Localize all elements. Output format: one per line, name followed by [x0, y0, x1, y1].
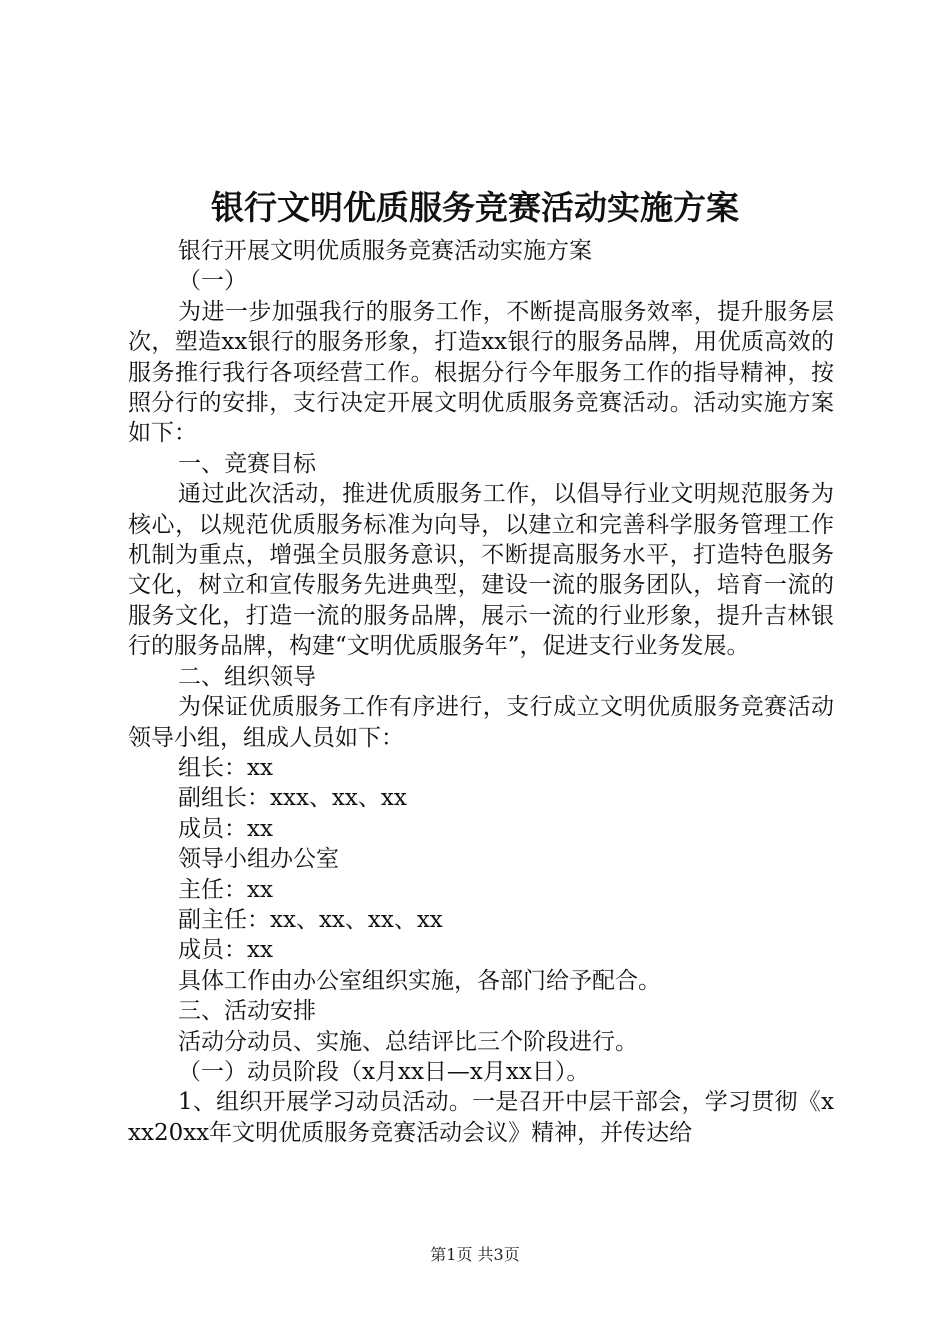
line-office: 领导小组办公室 — [178, 846, 339, 873]
line-office-members: 成员：xx — [178, 937, 273, 964]
heading-competition-goal: 一、竞赛目标 — [178, 450, 316, 477]
paragraph-mobilization-detail: 1、组织开展学习动员活动。一是召开中层干部会，学习贯彻《xxx20xx年文明优质服务竞赛活动会议》精神，并传达给 — [128, 1089, 834, 1146]
paragraph-goal: 通过此次活动，推进优质服务工作，以倡导行业文明规范服务为核心，以规范优质服务标准为向导，以建立和完善科学服务管理工作机制为重点，增强全员服务意识，不断提高服务水平，打造特色服务文化，树立和宣传服务先进典型，建设一流的服务团队，培育一流的服务文化，打造一流的服务品牌，展示一流的行业形象，提升吉林银行的服务品牌，构建“文明优质服务年”，促进支行业务发展。 — [128, 481, 834, 660]
document-body — [128, 236, 834, 1148]
line-mobilization-phase: （一）动员阶段（x月xx日—x月xx日）。 — [178, 1058, 590, 1085]
page-footer: 第1页 共3页 — [430, 1245, 520, 1264]
line-implementation: 具体工作由办公室组织实施，各部门给予配合。 — [178, 967, 661, 994]
line-director: 主任：xx — [178, 876, 273, 903]
line-deputy-director: 副主任：xx、xx、xx、xx — [178, 906, 443, 933]
heading-activity-plan: 三、活动安排 — [178, 998, 316, 1025]
paragraph-subtitle: 银行开展文明优质服务竞赛活动实施方案 — [178, 238, 592, 264]
document-title: 银行文明优质服务竞赛活动实施方案 — [211, 188, 739, 227]
paragraph-organization: 为保证优质服务工作有序进行，支行成立文明优质服务竞赛活动领导小组，组成人员如下： — [128, 694, 834, 751]
line-leader: 组长：xx — [178, 754, 273, 781]
line-deputy-leader: 副组长：xxx、xx、xx — [178, 785, 407, 812]
line-members: 成员：xx — [178, 815, 273, 842]
heading-organization: 二、组织领导 — [178, 663, 316, 690]
paragraph-section-marker: （一） — [178, 268, 247, 295]
line-phases: 活动分动员、实施、总结评比三个阶段进行。 — [178, 1028, 638, 1055]
paragraph-intro: 为进一步加强我行的服务工作，不断提高服务效率，提升服务层次，塑造xx银行的服务形象，打造xx银行的服务品牌，用优质高效的服务推行我行各项经营工作。根据分行今年服务工作的指导精神，按照分行的安排，支行决定开展文明优质服务竞赛活动。活动实施方案如下： — [128, 298, 834, 447]
